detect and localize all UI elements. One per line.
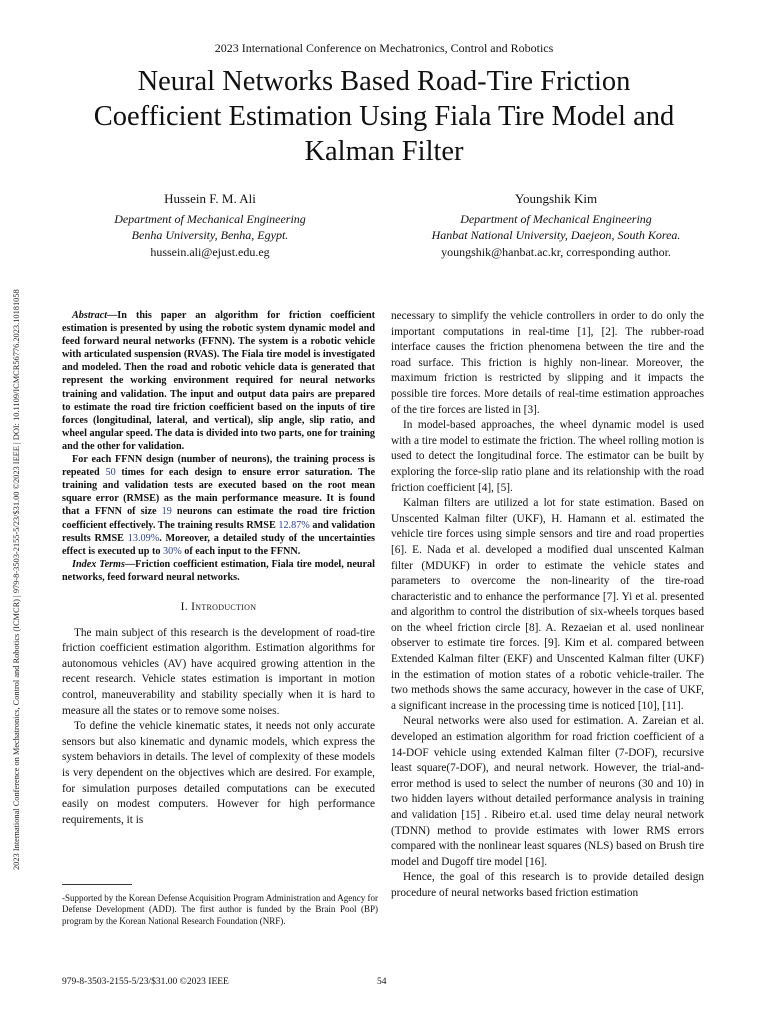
abstract-text: For each FFNN design (number of neurons), the training process is repeated: [62, 454, 375, 479]
author-affiliation: Benha University, Benha, Egypt.: [131, 228, 289, 242]
page-number: 54: [377, 977, 387, 987]
title-line-2: Coefficient Estimation Using Fiala Tire Model and: [93, 101, 675, 132]
title-line-1: Neural Networks Based Road-Tire Friction: [137, 66, 631, 97]
abstract-text: neurons can estimate the road tire friction coefficient effectively. The training results RMSE: [62, 506, 375, 531]
abstract-text: In this paper an algorithm for friction coefficient estimation is presented by using the robotic system dynamic model and feed forward neural networks (FFNN). The system is a robotic vehicle with articulated suspension (RVAS). The Fiala tire model is investigated and modeled. Then the road and robotic vehicle data is generated that represent the working environment required for neural networks training and validation. The input and output data pairs are prepared to estimate the road tire friction coefficient based on the inputs of tire forces (longitudinal, lateral, and vertical), slip angle, slip ratio, and wheel angular speed. The data is divided into two parts, one for training and the other for validation.: [62, 310, 375, 452]
author-department: Department of Mechanical Engineering: [460, 211, 652, 226]
abstract-value: 13.09%: [127, 532, 160, 544]
abstract-text: and validation results RMSE: [62, 519, 375, 544]
index-terms-dash: —: [124, 558, 136, 570]
right-column: [391, 309, 704, 902]
title-line-3: Kalman Filter: [304, 136, 464, 167]
author-affiliation: Hanbat National University, Daejeon, South Korea.: [431, 228, 681, 242]
abstract-paragraph-1: [62, 309, 375, 453]
abstract-text: of each input to the FFNN.: [181, 545, 301, 557]
body-paragraph: In model-based approaches, the wheel dynamic model is used with a tire model to estimate the friction. The wheel rolling motion is used to detect the longitudinal force. The estimator can be built by exploring the force-slip ratio plane and its relationship with the road friction coefficient [4], [5].: [391, 419, 704, 494]
abstract-dash: —: [107, 310, 118, 321]
author-1: [50, 191, 370, 260]
abstract: [62, 309, 375, 584]
body-paragraph: Hence, the goal of this research is to provide detailed design procedure of neural networks based friction estimation: [391, 871, 704, 899]
left-column: [62, 309, 375, 828]
abstract-value: 12.87%: [278, 519, 310, 531]
paper-title: [40, 64, 728, 169]
footnote-divider: [62, 884, 132, 885]
index-terms: [62, 558, 375, 584]
abstract-value: 30%: [163, 545, 182, 557]
footer-isbn: 979-8-3503-2155-5/23/$31.00 ©2023 IEEE: [62, 977, 229, 987]
author-department: Department of Mechanical Engineering: [114, 211, 306, 226]
body-paragraph: To define the vehicle kinematic states, it needs not only accurate sensors but also kinematic and dynamic models, which express the system behaviors in details. The level of complexity of these models is very dependent on the objectives which are desired. For example, for simulation purposes detailed computations can be executed easily on modest computers. However for high performance requirements, it is: [62, 720, 375, 826]
body-paragraph: Neural networks were also used for estimation. A. Zareian et al. developed an estimation algorithm for road friction coefficient of a 14-DOF vehicle using extended Kalman filter (7-DOF), recursive least square(7-DOF), and neural network. However, the trial-and-error method is used to select the number of neurons (30 and 10) in two hidden layers without detailed performance analysis in training and validation [15] . Ribeiro et.al. used time delay neural network (TDNN) method to provide estimates with lower RMS errors compared with the nonlinear least squares (NLS) based on Brush tire model and Dugoff tire model [16].: [391, 715, 704, 868]
body-paragraph: The main subject of this research is the development of road-tire friction coefficient estimation algorithm. Estimation algorithms for autonomous vehicles (AV) have acquired growing attention in the recent research. Vehicle states estimation is important in motion control, maneuverability and stability specially when it is hard to measure all the states or to remove some noises.: [62, 626, 375, 717]
author-email: youngshik@hanbat.ac.kr, corresponding author.: [441, 244, 671, 259]
body-paragraph: necessary to simplify the vehicle controllers in order to do only the important computations in real-time [1], [2]. The rubber-road interface causes the friction phenomena between the tire and the road surface. This friction is highly non-linear. Moreover, the maximum friction is restricted by slipping and it impacts the possible tire forces. More details of real-time estimation approaches of the tire forces are listed in [3].: [391, 310, 704, 416]
index-terms-text: Friction coefficient estimation, Fiala tire model, neural networks, feed forward neural networks.: [62, 558, 375, 583]
author-email: hussein.ali@ejust.edu.eg: [150, 244, 270, 259]
author-name: Hussein F. M. Ali: [164, 191, 256, 206]
abstract-text: . Moreover, a detailed study of the uncertainties effect is executed up to: [62, 532, 375, 557]
abstract-paragraph-2: [62, 453, 375, 558]
abstract-value: 19: [161, 506, 172, 518]
body-paragraph: Kalman filters are utilized a lot for state estimation. Based on Unscented Kalman filter (UKF), H. Hamann et al. estimated the vehicle tire forces using simple sensors and tire and road properties [6]. E. Nada et al. developed a modified dual unscented Kalman filter (MDUKF) in order to estimate the vehicle states and parameters to overcome the non-linearity of the tire-road characteristic and to enhance the performance [7]. Yi et al. presented and algorithm to control the distribution of six-wheels torques based on the wheel friction circle [8]. A. Rezaeian et al. used nonlinear observer to estimate tire forces. [9]. Kim et al. compared between Extended Kalman filter (EKF) and Unscented Kalman filter (UKF) in the estimation of motion states of a robotic vehicle-trailer. The two methods shows the same accuracy, however in the case of UKF, a significant increase in the processing time is noticed [10], [11].: [391, 497, 704, 712]
author-2: [396, 191, 716, 260]
side-doi-identifier: 2023 International Conference on Mechatronics, Control and Robotics (ICMCR) | 979-8-3503-2155-5/23/$31.00 ©2023 IEEE | DOI: 10.1109/ICMCR56776.2023.10181058: [12, 289, 21, 870]
abstract-value: 50: [105, 467, 116, 479]
abstract-text: times for each design to ensure error saturation. The training and validation tests are executed based on the root mean square error (RMSE) as the main performance measure. It is found that a FFNN of size: [62, 467, 375, 518]
author-name: Youngshik Kim: [514, 191, 598, 206]
section-heading-introduction: I. Introduction: [180, 600, 257, 613]
abstract-label: Abstract: [72, 310, 108, 321]
conference-header: 2023 International Conference on Mechatronics, Control and Robotics: [214, 41, 554, 55]
index-terms-label: Index Terms: [72, 558, 125, 570]
funding-footnote: -Supported by the Korean Defense Acquisition Program Administration and Agency for Defense Development (ADD). The first author is funded by the Brain Pool (BP) program by the Korean National Research Foundation (NRF).: [62, 893, 378, 926]
